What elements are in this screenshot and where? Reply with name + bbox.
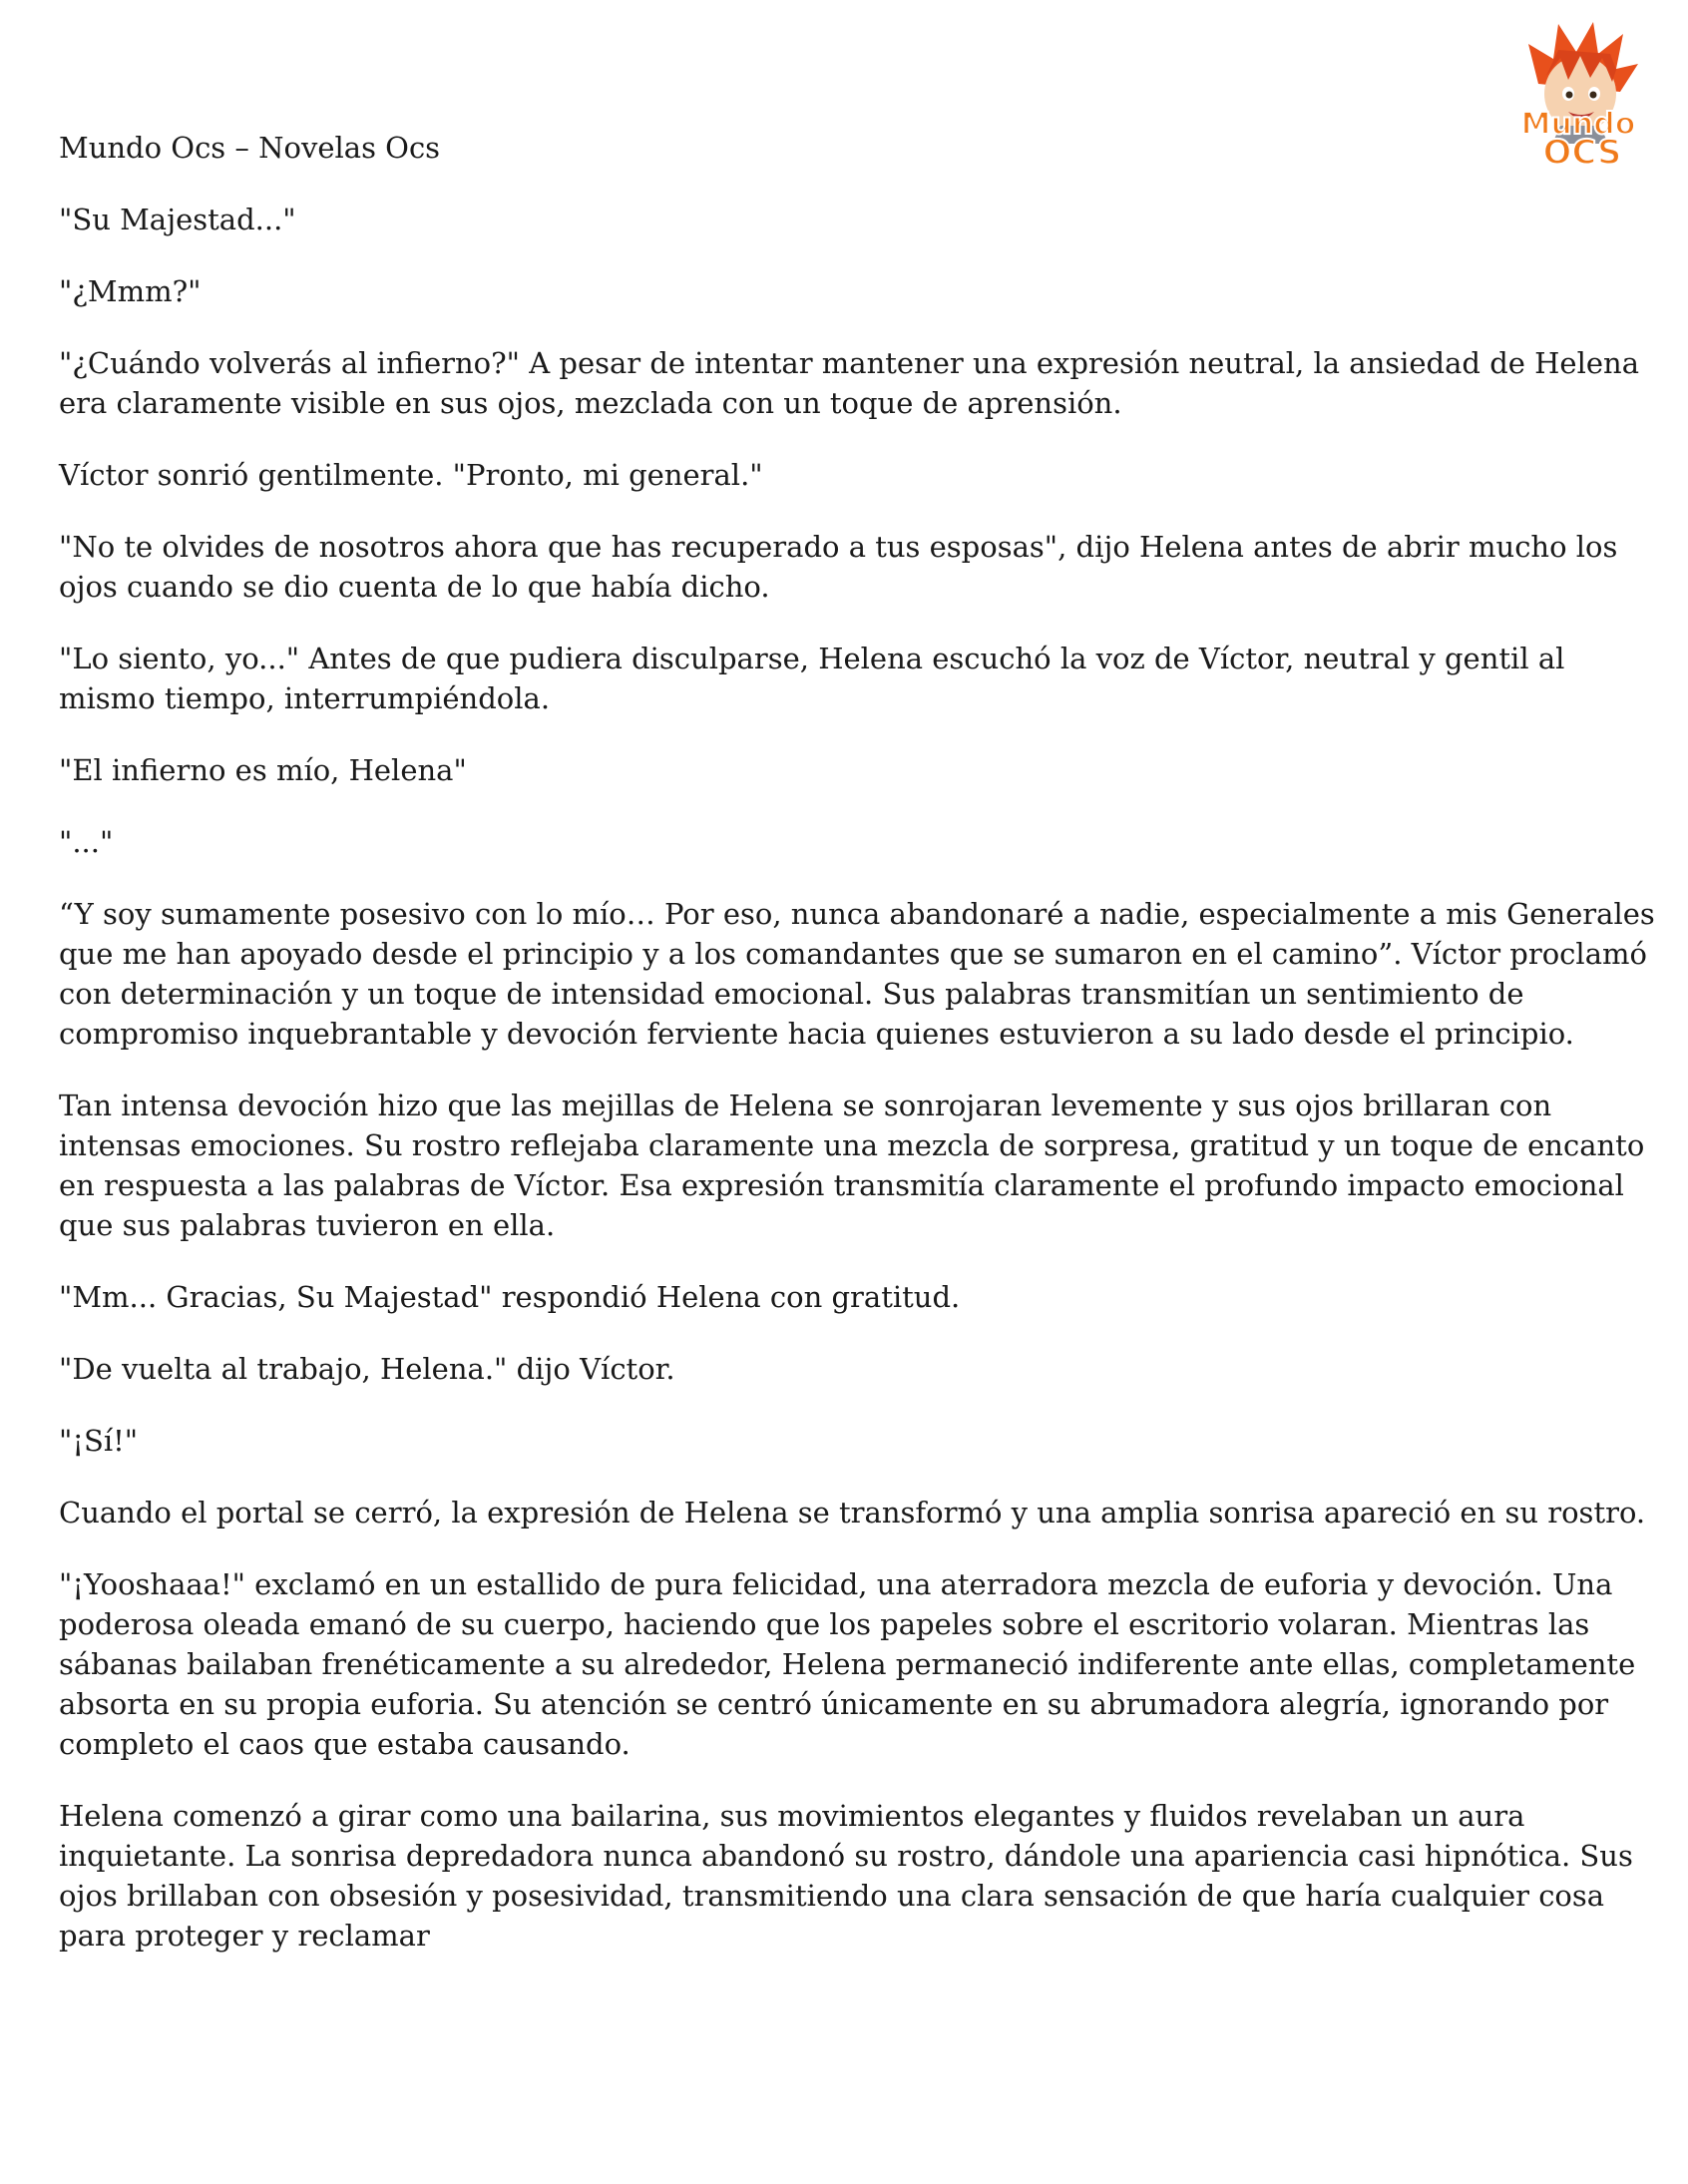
paragraph: Víctor sonrió gentilmente. "Pronto, mi general." xyxy=(59,458,763,492)
paragraph: "¡Yooshaaa!" exclamó en un estallido de pura felicidad, una aterradora mezcla de euforia y devoción. Una poderosa oleada emanó de su cuerpo, haciendo que los papeles sobre el escritorio volaran. Mientras las sábanas bailaban frenéticamente a su alrededor, Helena permaneció indiferente ante ellas, completamente absorta en su propia euforia. Su atención se centró únicamente en su abrumadora alegría, ignorando por completo el caos que estaba causando. xyxy=(59,1567,1636,1761)
paragraph: "De vuelta al trabajo, Helena." dijo Víctor. xyxy=(59,1352,675,1386)
paragraph: "Mm... Gracias, Su Majestad" respondió Helena con gratitud. xyxy=(59,1280,961,1314)
paragraph: Cuando el portal se cerró, la expresión de Helena se transformó y una amplia sonrisa apareció en su rostro. xyxy=(59,1496,1646,1529)
paragraph: Helena comenzó a girar como una bailarina, sus movimientos elegantes y fluidos revelaban un aura inquietante. La sonrisa depredadora nunca abandonó su rostro, dándole una apariencia casi hipnótica. Sus ojos brillaban con obsesión y posesividad, transmitiendo una clara sensación de que haría cualquier cosa para proteger y reclamar xyxy=(59,1799,1633,1953)
logo-text-bottom: OCS xyxy=(1542,133,1622,173)
paragraph: "¿Mmm?" xyxy=(59,274,202,308)
paragraph: "..." xyxy=(59,825,114,859)
paragraph: "¿Cuándo volverás al infierno?" A pesar de intentar mantener una expresión neutral, la ansiedad de Helena era claramente visible en sus ojos, mezclada con un toque de aprensión. xyxy=(59,346,1639,420)
document-header: Mundo Ocs – Novelas Ocs xyxy=(59,131,441,165)
document-body xyxy=(59,128,1655,1987)
paragraph: "No te olvides de nosotros ahora que has recuperado a tus esposas", dijo Helena antes de abrir mucho los ojos cuando se dio cuenta de lo que había dicho. xyxy=(59,530,1618,604)
paragraph: “Y soy sumamente posesivo con lo mío… Por eso, nunca abandonaré a nadie, especialmente a mis Generales que me han apoyado desde el principio y a los comandantes que se sumaron en el camino”. Víctor proclamó con determinación y un toque de intensidad emocional. Sus palabras transmitían un sentimiento de compromiso inquebrantable y devoción ferviente hacia quienes estuvieron a su lado desde el principio. xyxy=(59,897,1655,1051)
paragraph: Tan intensa devoción hizo que las mejillas de Helena se sonrojaran levemente y sus ojos brillaran con intensas emociones. Su rostro reflejaba claramente una mezcla de sorpresa, gratitud y un toque de encanto en respuesta a las palabras de Víctor. Esa expresión transmitía claramente el profundo impacto emocional que sus palabras tuvieron en ella. xyxy=(59,1089,1645,1242)
paragraph: "El infierno es mío, Helena" xyxy=(59,753,467,787)
paragraph: "¡Sí!" xyxy=(59,1424,139,1458)
logo-text-top: Mundo xyxy=(1520,107,1636,142)
paragraph: "Su Majestad..." xyxy=(59,203,296,236)
paragraph: "Lo siento, yo..." Antes de que pudiera disculparse, Helena escuchó la voz de Víctor, neutral y gentil al mismo tiempo, interrumpiéndola. xyxy=(59,642,1565,715)
